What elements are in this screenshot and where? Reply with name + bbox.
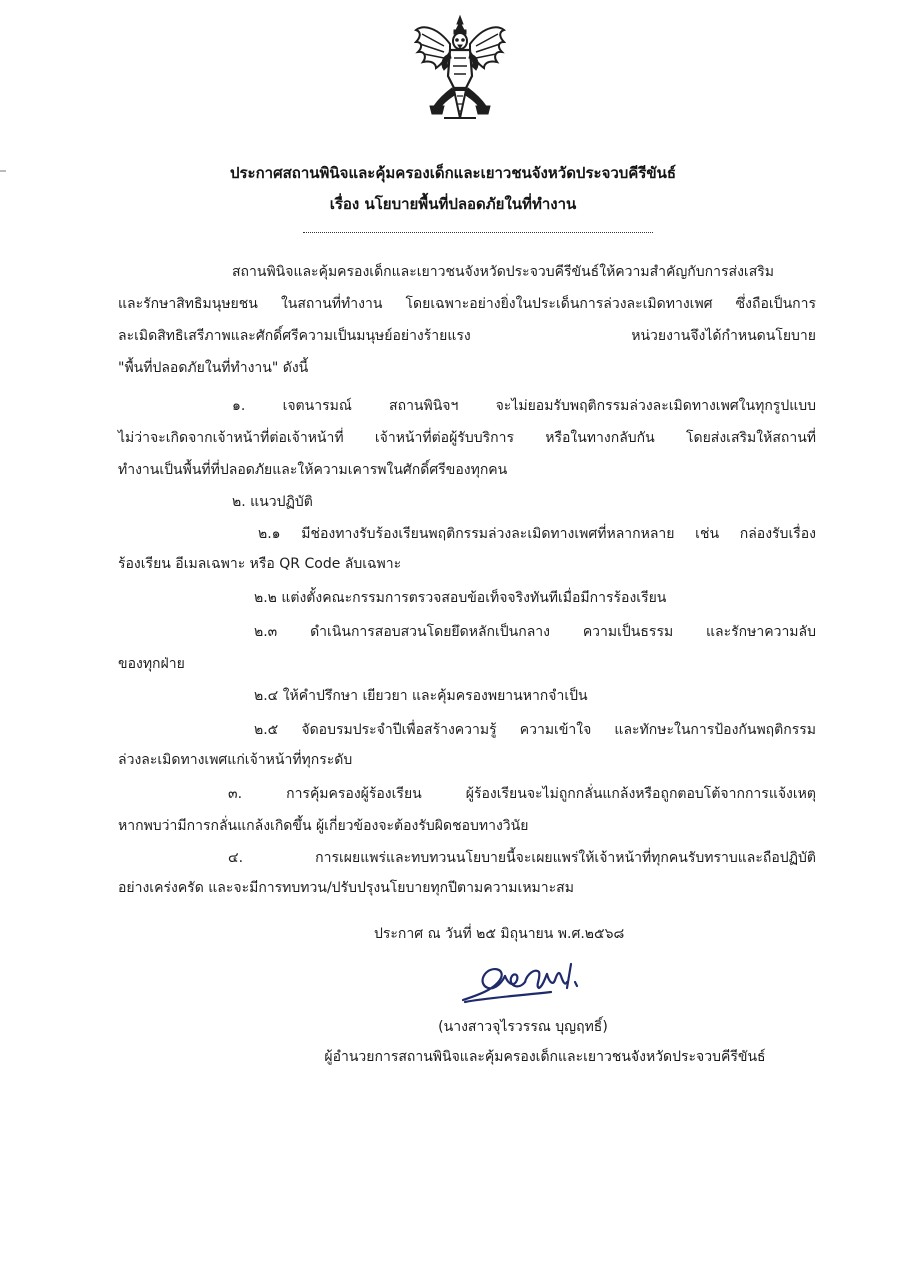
- item2-heading: ๒. แนวปฏิบัติ: [232, 494, 313, 510]
- item4-line-2: อย่างเคร่งครัด และจะมีการทบทวน/ปรับปรุงนโยบายทุกปีตามความเหมาะสม: [118, 880, 574, 896]
- intro-line-1: สถานพินิจและคุ้มครองเด็กและเยาวชนจังหวัดประจวบคีรีขันธ์ให้ความสำคัญกับการส่งเสริม: [232, 264, 774, 280]
- signer-name: (นางสาวจุไรวรรณ บุญฤทธิ์): [438, 1019, 608, 1035]
- garuda-emblem-icon: [414, 14, 506, 126]
- announcement-date: ประกาศ ณ วันที่ ๒๕ มิถุนายน พ.ศ.๒๕๖๘: [374, 926, 625, 942]
- item2-2: ๒.๒ แต่งตั้งคณะกรรมการตรวจสอบข้อเท็จจริงทันทีเมื่อมีการร้องเรียน: [254, 590, 667, 606]
- intro-line-3: ละเมิดสิทธิเสรีภาพและศักดิ์ศรีความเป็นมนุษย์อย่างร้ายแรง หน่วยงานจึงได้กำหนดนโยบาย: [118, 328, 816, 344]
- announcement-subject: เรื่อง นโยบายพื้นที่ปลอดภัยในที่ทำงาน: [329, 195, 577, 213]
- item4-line-1: ๔. การเผยแพร่และทบทวนนโยบายนี้จะเผยแพร่ให้เจ้าหน้าที่ทุกคนรับทราบและถือปฏิบัติ: [228, 850, 816, 866]
- item2-3-line-2: ของทุกฝ่าย: [118, 656, 185, 672]
- title-divider: [303, 232, 653, 233]
- item3-line-1: ๓. การคุ้มครองผู้ร้องเรียน ผู้ร้องเรียนจะไม่ถูกกลั่นแกล้งหรือถูกตอบโต้จากการแจ้งเหตุ: [228, 786, 816, 802]
- item1-line-3: ทำงานเป็นพื้นที่ที่ปลอดภัยและให้ความเคารพในศักดิ์ศรีของทุกคน: [118, 462, 508, 478]
- handwritten-signature: [455, 956, 595, 1008]
- intro-line-4: "พื้นที่ปลอดภัยในที่ทำงาน" ดังนี้: [118, 360, 309, 376]
- signer-position: ผู้อำนวยการสถานพินิจและคุ้มครองเด็กและเยาวชนจังหวัดประจวบคีรีขันธ์: [324, 1049, 766, 1065]
- item1-line-1: ๑. เจตนารมณ์ สถานพินิจฯ จะไม่ยอมรับพฤติกรรมล่วงละเมิดทางเพศในทุกรูปแบบ: [232, 398, 816, 414]
- announcement-title: ประกาศสถานพินิจและคุ้มครองเด็กและเยาวชนจังหวัดประจวบคีรีขันธ์: [229, 164, 677, 182]
- item2-3-line-1: ๒.๓ ดำเนินการสอบสวนโดยยึดหลักเป็นกลาง ความเป็นธรรม และรักษาความลับ: [254, 624, 816, 640]
- item2-1-line-2: ร้องเรียน อีเมลเฉพาะ หรือ QR Code ลับเฉพาะ: [118, 556, 402, 572]
- item2-5-line-2: ล่วงละเมิดทางเพศแก่เจ้าหน้าที่ทุกระดับ: [118, 752, 353, 768]
- item3-line-2: หากพบว่ามีการกลั่นแกล้งเกิดขึ้น ผู้เกี่ยวข้องจะต้องรับผิดชอบทางวินัย: [118, 818, 529, 834]
- item2-1-line-1: ๒.๑ มีช่องทางรับร้องเรียนพฤติกรรมล่วงละเมิดทางเพศที่หลากหลาย เช่น กล่องรับเรื่อง: [258, 526, 816, 542]
- item2-5-line-1: ๒.๕ จัดอบรมประจำปีเพื่อสร้างความรู้ ความเข้าใจ และทักษะในการป้องกันพฤติกรรม: [254, 722, 816, 738]
- item2-4: ๒.๔ ให้คำปรึกษา เยียวยา และคุ้มครองพยานหากจำเป็น: [254, 688, 588, 704]
- item1-line-2: ไม่ว่าจะเกิดจากเจ้าหน้าที่ต่อเจ้าหน้าที่ เจ้าหน้าที่ต่อผู้รับบริการ หรือในทางกลับกัน โดยส่งเสริมให้สถานที่: [118, 430, 816, 446]
- intro-line-2: และรักษาสิทธิมนุษยชน ในสถานที่ทำงาน โดยเฉพาะอย่างยิ่งในประเด็นการล่วงละเมิดทางเพศ ซึ่งถือเป็นการ: [118, 296, 816, 312]
